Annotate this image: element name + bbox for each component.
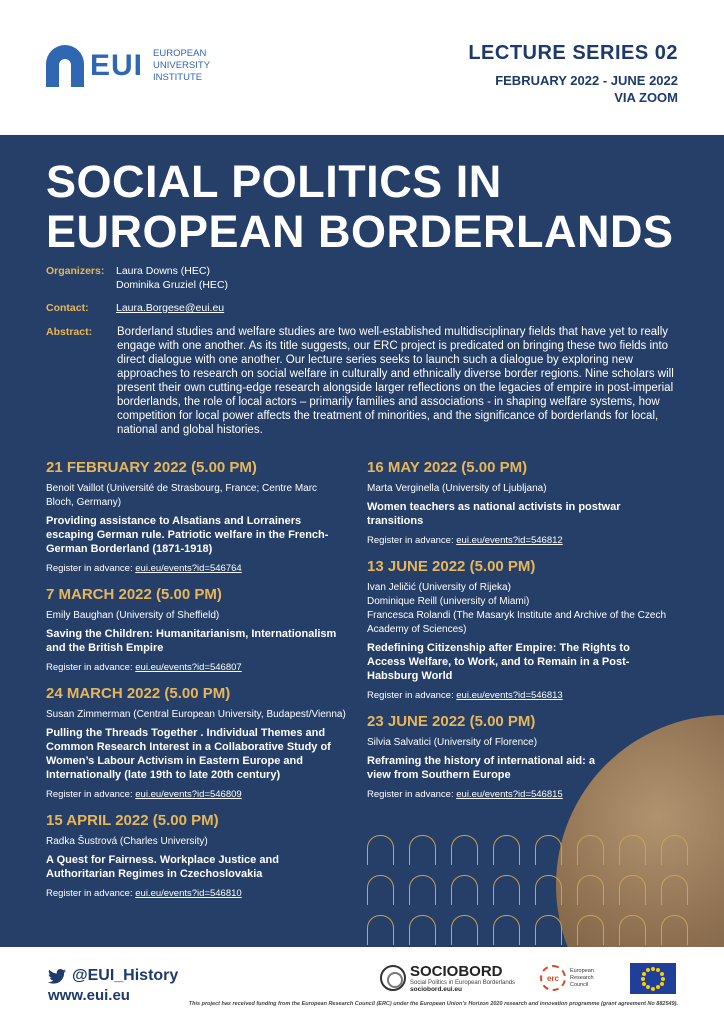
event-item bbox=[46, 812, 346, 899]
register-label: Register in advance: bbox=[46, 789, 136, 800]
event-title: Reframing the history of international aid: a view from Southern Europe bbox=[367, 755, 595, 781]
event-item bbox=[46, 586, 346, 673]
arch-shape bbox=[493, 875, 520, 905]
speaker-name: Francesca Rolandi bbox=[367, 610, 451, 621]
speaker-affiliation: (Université de Strasbourg, France; Centre Marc Bloch, Germany) bbox=[46, 483, 318, 508]
footer bbox=[0, 947, 724, 1024]
header bbox=[0, 0, 724, 135]
event-item bbox=[367, 558, 667, 701]
organizer: Laura Downs (HEC) bbox=[116, 265, 210, 277]
arch-pattern bbox=[367, 835, 688, 945]
organizers-label: Organizers: bbox=[46, 265, 105, 277]
event-speaker bbox=[367, 595, 667, 609]
event-speaker bbox=[367, 736, 667, 750]
speaker-affiliation: (University of Rijeka) bbox=[415, 582, 511, 593]
event-title: Saving the Children: Humanitarianism, Internationalism and the British Empire bbox=[46, 628, 337, 654]
erc-icon: erc bbox=[540, 965, 566, 991]
event-item bbox=[46, 685, 346, 800]
arch-shape bbox=[493, 835, 520, 865]
speaker-affiliation: (university of Miami) bbox=[437, 596, 530, 607]
contact-label: Contact: bbox=[46, 302, 89, 314]
register-label: Register in advance: bbox=[367, 535, 457, 546]
logo-line: UNIVERSITY bbox=[153, 60, 211, 71]
contact-email-link[interactable]: Laura.Borgese@eui.eu bbox=[116, 302, 225, 314]
title-line: EUROPEAN BORDERLANDS bbox=[46, 206, 674, 257]
event-item bbox=[367, 459, 667, 546]
twitter-icon bbox=[48, 969, 66, 984]
website-link[interactable]: www.eui.eu bbox=[48, 987, 130, 1004]
flag-star bbox=[651, 967, 655, 971]
speaker-name: Ivan Jeličić bbox=[367, 582, 416, 593]
event-date: 7 MARCH 2022 (5.00 PM) bbox=[46, 586, 222, 603]
flag-star bbox=[641, 977, 645, 981]
event-speaker bbox=[367, 581, 667, 595]
flag-star bbox=[661, 977, 665, 981]
sociobord-ring-icon bbox=[380, 965, 406, 991]
register-line bbox=[367, 789, 667, 800]
flag-star bbox=[660, 982, 664, 986]
flag-star bbox=[660, 972, 664, 976]
sociobord-subtitle: Social Politics in European Borderlands bbox=[410, 980, 516, 986]
flag-star bbox=[651, 987, 655, 991]
speaker-affiliation: (University of Ljubljana) bbox=[439, 483, 547, 494]
arch-shape bbox=[577, 915, 604, 945]
funding-note: This project has received funding from the European Research Council (ERC) under the European Union’s Horizon 2020 research and innovation programme (grant agreement No 882549). bbox=[188, 1001, 678, 1007]
erc-logo bbox=[540, 965, 610, 991]
flag-star bbox=[642, 972, 646, 976]
poster-body bbox=[0, 135, 724, 947]
event-speaker bbox=[46, 708, 346, 722]
speaker-name: Silvia Salvatici bbox=[367, 737, 431, 748]
twitter-handle[interactable] bbox=[48, 967, 178, 985]
arch-shape bbox=[535, 835, 562, 865]
speaker-name: Radka Šustrová bbox=[46, 836, 118, 847]
arch-shape bbox=[535, 915, 562, 945]
arch-shape bbox=[577, 835, 604, 865]
event-speaker bbox=[367, 482, 667, 496]
eui-arch-icon bbox=[46, 45, 84, 87]
series-title: LECTURE SERIES 02 bbox=[468, 42, 678, 64]
register-line bbox=[367, 535, 667, 546]
logo-line: EUROPEAN bbox=[153, 48, 207, 59]
event-title: Women teachers as national activists in postwar transitions bbox=[367, 501, 621, 527]
event-date: 15 APRIL 2022 (5.00 PM) bbox=[46, 812, 219, 829]
speaker-affiliation: (University of Sheffield) bbox=[113, 610, 220, 621]
arch-shape bbox=[367, 875, 394, 905]
logo-abbr: EUI bbox=[90, 49, 144, 82]
sociobord-url: sociobord.eui.eu bbox=[410, 986, 463, 993]
register-link[interactable]: eui.eu/events?id=546809 bbox=[135, 789, 242, 800]
event-speaker bbox=[46, 835, 346, 849]
eui-logo[interactable] bbox=[46, 45, 210, 87]
abstract-text: Borderland studies and welfare studies are two well-established multidisciplinary fields that have yet to really engage with one another. As its title suggests, our ERC project is predicated on bringing these two fields into direct dialogue with one another. Our lecture series seeks to launch such a dialogue by exploring new approaches to research on social welfare in culturally and ethnically diverse border regions. Nine scholars will present their own cutting-edge research alongside larger reflections on the legacies of empire in post-imperial borderlands, the role of local actors – primarily families and associations - in shaping welfare systems, how competition for local power affects the treatment of minorities, and the significance of borderlands for local, national and global histories. bbox=[117, 326, 674, 436]
event-speaker bbox=[46, 482, 346, 510]
register-label: Register in advance: bbox=[46, 888, 136, 899]
event-date: 16 MAY 2022 (5.00 PM) bbox=[367, 459, 528, 476]
series-venue: VIA ZOOM bbox=[614, 90, 678, 105]
event-item bbox=[46, 459, 346, 574]
register-link[interactable]: eui.eu/events?id=546813 bbox=[456, 690, 563, 701]
register-link[interactable]: eui.eu/events?id=546812 bbox=[456, 535, 563, 546]
event-speaker bbox=[46, 609, 346, 623]
events-left-column bbox=[46, 459, 346, 911]
sociobord-logo bbox=[380, 963, 515, 993]
speaker-affiliation: (Charles University) bbox=[117, 836, 208, 847]
register-line bbox=[367, 690, 667, 701]
arch-shape bbox=[451, 915, 478, 945]
speaker-name: Susan Zimmerman bbox=[46, 709, 131, 720]
arch-shape bbox=[409, 915, 436, 945]
event-title: A Quest for Fairness. Workplace Justice and Authoritarian Regimes in Czechoslovakia bbox=[46, 854, 279, 880]
sociobord-name: SOCIOBORD bbox=[410, 963, 503, 980]
arch-shape bbox=[535, 875, 562, 905]
arch-shape bbox=[367, 835, 394, 865]
register-link[interactable]: eui.eu/events?id=546810 bbox=[135, 888, 242, 899]
arch-shape bbox=[409, 875, 436, 905]
event-title: Providing assistance to Alsatians and Lorrainers escaping German rule. Patriotic welfare in the French-German Borderland (1871-1918) bbox=[46, 515, 329, 555]
register-label: Register in advance: bbox=[367, 789, 457, 800]
register-line bbox=[46, 789, 346, 800]
logo-name bbox=[153, 48, 210, 84]
arch-shape bbox=[409, 835, 436, 865]
arch-shape bbox=[661, 875, 688, 905]
register-label: Register in advance: bbox=[46, 662, 136, 673]
event-speaker bbox=[367, 609, 667, 637]
event-item bbox=[367, 713, 667, 800]
register-label: Register in advance: bbox=[367, 690, 457, 701]
abstract-label: Abstract: bbox=[46, 326, 93, 338]
page-title bbox=[46, 157, 674, 257]
register-link[interactable]: eui.eu/events?id=546815 bbox=[456, 789, 563, 800]
flag-star bbox=[646, 985, 650, 989]
speaker-name: Marta Verginella bbox=[367, 483, 440, 494]
event-date: 13 JUNE 2022 (5.00 PM) bbox=[367, 558, 536, 575]
speaker-name: Emily Baughan bbox=[46, 610, 114, 621]
register-link[interactable]: eui.eu/events?id=546764 bbox=[135, 563, 242, 574]
flag-star bbox=[656, 968, 660, 972]
flag-star bbox=[646, 968, 650, 972]
organizer: Dominika Gruziel (HEC) bbox=[116, 279, 229, 291]
series-info bbox=[468, 42, 678, 105]
event-date: 23 JUNE 2022 (5.00 PM) bbox=[367, 713, 536, 730]
speaker-affiliation: (University of Florence) bbox=[430, 737, 538, 748]
series-dates: FEBRUARY 2022 - JUNE 2022 bbox=[495, 73, 678, 88]
arch-shape bbox=[451, 835, 478, 865]
event-date: 21 FEBRUARY 2022 (5.00 PM) bbox=[46, 459, 257, 476]
arch-shape bbox=[619, 915, 646, 945]
register-line bbox=[46, 662, 346, 673]
speaker-name: Benoit Vaillot bbox=[46, 483, 104, 494]
register-label: Register in advance: bbox=[46, 563, 136, 574]
twitter-handle-text: @EUI_History bbox=[72, 967, 179, 984]
logo-line: INSTITUTE bbox=[153, 72, 203, 83]
erc-text: European Research Council bbox=[570, 967, 594, 988]
arch-shape bbox=[661, 915, 688, 945]
arch-shape bbox=[661, 835, 688, 865]
event-title: Pulling the Threads Together . Individual Themes and Common Research Interest in a Collaborative Study of Women’s Labour Activism in Eastern Europe and Internationally (late 19th to late 20th century) bbox=[46, 727, 331, 781]
arch-shape bbox=[577, 875, 604, 905]
event-date: 24 MARCH 2022 (5.00 PM) bbox=[46, 685, 231, 702]
flag-star bbox=[656, 985, 660, 989]
flag-star bbox=[642, 982, 646, 986]
register-line bbox=[46, 563, 346, 574]
arch-shape bbox=[451, 875, 478, 905]
arch-shape bbox=[619, 875, 646, 905]
speaker-affiliation: (Central European University, Budapest/Vienna) bbox=[130, 709, 346, 720]
arch-shape bbox=[619, 835, 646, 865]
eu-flag-icon bbox=[630, 963, 676, 994]
events-right-column bbox=[367, 459, 667, 812]
abstract bbox=[46, 325, 686, 437]
organizers-list bbox=[116, 264, 228, 292]
arch-shape bbox=[367, 915, 394, 945]
arch-shape bbox=[493, 915, 520, 945]
speaker-affiliation: (The Masaryk Institute and Archive of the Czech Academy of Sciences) bbox=[367, 610, 667, 635]
register-link[interactable]: eui.eu/events?id=546807 bbox=[135, 662, 242, 673]
event-title: Redefining Citizenship after Empire: The Rights to Access Welfare, to Work, and to Remain in a Post-Habsburg World bbox=[367, 642, 630, 682]
title-line: SOCIAL POLITICS IN bbox=[46, 156, 502, 207]
register-line bbox=[46, 888, 346, 899]
speaker-name: Dominique Reill bbox=[367, 596, 438, 607]
